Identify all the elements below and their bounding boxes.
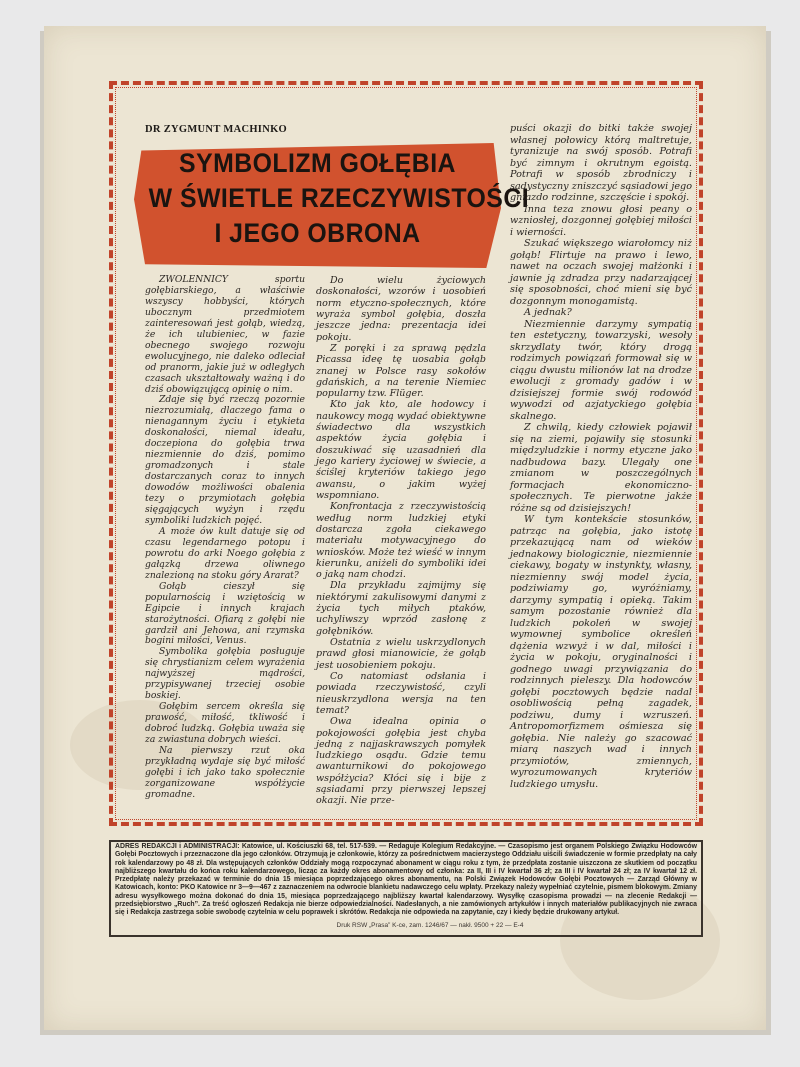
paragraph: Z poręki i za sprawą pędzla Picassa ideę tę uosabia gołąb znanej w Polsce rasy sokołów gdańskich, a na terenie Niemiec popularny tzw. Flüger. [316,342,486,400]
article-column-1 [145,275,305,801]
paragraph: W tym kontekście stosunków, patrząc na gołębia, jako istotę przekazującą nam od wieków jednakowy biologicznie, niezmiennie ciekawy, bogaty w instynkty, własny, niezmienny swój model życia, podziwiamy go, wyróżniamy, darzymy sympatią i opieką. Takim samym pozostanie również dla ludzkich pokoleń w swojej wymownej symbolice określeń dążenia wzwyż i w dal, miłości i życia w pokoju, oryginalności i godnego uwagi przywiązania do rodzinnych pieleszy. Dla hodowców gołębi pocztowych będzie nadal osobliwością pełną zagadek, podziwu, dumy i wzruszeń. Antropomorfizmem ośmiesza się gołębia. Nie należy go szacować miarą naszych wad i innych przymiotów, zmiennych, wyrozumowanych kryteriów ludzkiego umysłu. [510,514,692,790]
paragraph: Z chwilą, kiedy człowiek pojawił się na ziemi, pojawiły się stosunki międzyludzkie i normy etyczne jako nadbudowa bazy. Ulegały one zmianom w poszczególnych formacjach ekonomiczno-społecznych. Te pierwotne jakże różne są od dzisiejszych! [510,422,692,514]
paragraph: Gołębim sercem określa się prawość, miłość, tkliwość i dobroć ludzką. Gołębia uważa się za zwiastuna dobrych wieści. [145,701,305,746]
paragraph: A jednak? [524,307,572,318]
article-column-2 [316,275,486,807]
paragraph: Kto jak kto, ale hodowcy i naukowcy mogą wydać obiektywne świadectwo dla wszystkich aspektów życia gołębia i doszukiwać się uzasadnień dla jego kariery życiowej w świecie, a ściślej kryteriów takiego jego awansu, o jakim wyżej wspomniano. [316,399,486,501]
paragraph: Konfrontacja z rzeczywistością według norm ludzkiej etyki dostarcza zgoła ciekawego materiału motywacyjnego do wniosków. Może też wieść w innym kierunku, aniżeli do symboliki idei o jaką nam chodzi. [316,501,486,581]
paragraph: A może ów kult datuje się od czasu legendarnego potopu i powrotu do arki Noego gołębia z gałązką drzewa oliwnego znalezioną na stoku góry Ararat? [145,525,305,581]
article-title [148,146,530,251]
imprint-text: ADRES REDAKCJI i ADMINISTRACJI: Katowice, ul. Kościuszki 68, tel. 517-539. — Redaguje Kolegium Redakcyjne. — Czasopismo jest organem Polskiego Związku Hodowców Gołębi Pocztowych i przeznaczone dla jego członków. Otrzymują je członkowie, którzy za pośrednictwem macierzystego Oddziału uiścili świadczenie w formie przedpłaty na cały rok kalendarzowy po 48 zł. Dla wstępujących członków Oddziały mogą rozpoczynać abonament w ciągu roku z tym, że przedpłata zostanie uiszczona ze skutkiem od początku najbliższego kwartału do końca roku kalendarzowego, licząc za każdy okres abonamentowy od członka: za II, III i IV kwartał 36 zł; za III i IV kwartał 24 zł; za IV kwartał 12 zł. Przedpłatę należy przekazać w terminie do dnia 15 miesiąca poprzedzającego okres abonamentu, na Polski Związek Hodowców Gołębi Pocztowych — Zarząd Główny w Katowicach, konto: PKO Katowice nr 3—9—467 z zaznaczeniem na odwrocie blankietu nadawczego celu wpłaty. Przekazy należy wypełniać czytelnie, pismem blokowym. Zmiany adresu wysyłkowego można dokonać do dnia 15, miesiąca poprzedzającego najbliższy kwartał kalendarzowy. Wysyłkę czasopisma prowadzi — na zlecenie Redakcji — przedsiębiorstwo „Ruch”. Za treść ogłoszeń Redakcja nie bierze odpowiedzialności. Nadesłanych, a nie zamówionych artykułów i innych materiałów publikacyjnych nie zwraca się i Redakcja zastrzega sobie swobodę czytelnia w celu poprawek i skrótów. Redakcja nie odpowieda na zapytanie, czy i kiedy będzie drukowany artykuł. [115,843,697,916]
title-line: I JEGO OBRONA [214,218,421,248]
article-column-3 [510,123,692,790]
article-author: DR ZYGMUNT MACHINKO [145,124,288,135]
paragraph: Zdaje się być rzeczą pozornie niezrozumiałą, dlaczego fama o nienagannym życiu i etykieta doskonałości, niemal ideału, doczepiona do gołębia trwa niezmiennie do dziś, pomimo gromadzonych i stale dostarczanych coraz to innych dowodów możliwości obalenia tezy o przymiotach gołębia sięgających wyżyn i rzędu symboliki ludzkich pojęć. [145,394,305,526]
paragraph: puści okazji do bitki także swojej własnej połowicy którą maltretuje, tyranizuje na swój sposób. Potrafi być zimnym i okrutnym egoistą. Potrafi w sposób zbrodniczy i sadystyczny zniszczyć sąsiadowi jego gniazdo rodzinne, szczęście i spokój. [510,123,692,203]
print-line: Druk RSW „Prasa” K-ce, zam. 1246/67 — nakł. 9500 + 22 — E-4 [336,922,524,929]
paragraph: Owa idealna opinia o pokojowości gołębia jest chyba jedną z najjaskrawszych pomyłek ludzkiego osądu. Gdzie temu awanturnikowi do pokojowego współżycia? Kłóci się i bije z sąsiadami przy pierwszej lepszej okazji. Nie prze- [316,716,486,807]
paragraph: Co natomiast odsłania i powiada rzeczywistość, czyli nieuskrzydlona wersja na ten temat? [316,670,486,716]
paragraph: Niezmiennie darzymy sympatią ten estetyczny, towarzyski, wesoły skrzydlaty twór, który drogą rodzimych powiązań formował się w ciągu dwustu milionów lat na drodze ewolucji z gromady gadów i w dzisiejszej formie swój rodowód wywodzi od azjatyckiego gołębia skalnego. [510,318,692,422]
paragraph: Na pierwszy rzut oka przykładną wydaje się być miłość gołębi i ich jako tako społecznie zorganizowane współżycie gromadne. [145,744,305,800]
paragraph: Szukać większego wiarołomcy niż gołąb! Flirtuje na prawo i lewo, nawet na oczach swojej małżonki i jawnie ją zdradza przy nadarzającej się sposobności, choć mieni się być dozgonnym monogamistą. [510,238,692,307]
paragraph: Inna teza znowu głosi peany o wzniosłej, dozgonnej gołębiej miłości i wierności. [510,203,692,238]
paragraph: Symbolika gołębia posługuje się chrystianizm celem wyrażenia najwyższej mądrości, przypisywanej trzeciej osobie boskiej. [145,646,305,702]
paragraph: ZWOLENNICY sportu gołębiarskiego, a właściwie wszyscy hobbyści, których ubocznym przedmiotem zainteresowań jest gołąb, wiedzą, że ich ulubieniec, w fazie obecnego swojego rozwoju ewolucyjnego, nie daleko odleciał od pranorm, jakie już w odległych czasach ukształtowały ważną i do dziś obowiązującą opinię o nim. [145,274,305,395]
paragraph: Gołąb cieszył się popularnością i wziętością w Egipcie i innych krajach starożytności. Ofiarą z gołębi nie gardził ani Jehowa, ani rzymska bogini miłości, Venus. [145,580,305,647]
paragraph: Dla przykładu zajmijmy się niektórymi zakulisowymi danymi z życia tych miłych ptaków, uchyliwszy wprzód zasłonę z gołębników. [316,580,486,637]
paragraph: Do wielu życiowych doskonałości, wzorów i uosobień norm etyczno-społecznych, które wyraża symbol gołębia, doszła jeszcze jedna: prezentacja idei pokoju. [316,275,486,343]
title-line: W ŚWIETLE RZECZYWISTOŚCI [148,183,530,213]
paragraph: Ostatnia z wielu uskrzydlonych prawd głosi mianowicie, że gołąb jest uosobieniem pokoju. [316,637,486,671]
title-line: SYMBOLIZM GOŁĘBIA [179,148,456,178]
